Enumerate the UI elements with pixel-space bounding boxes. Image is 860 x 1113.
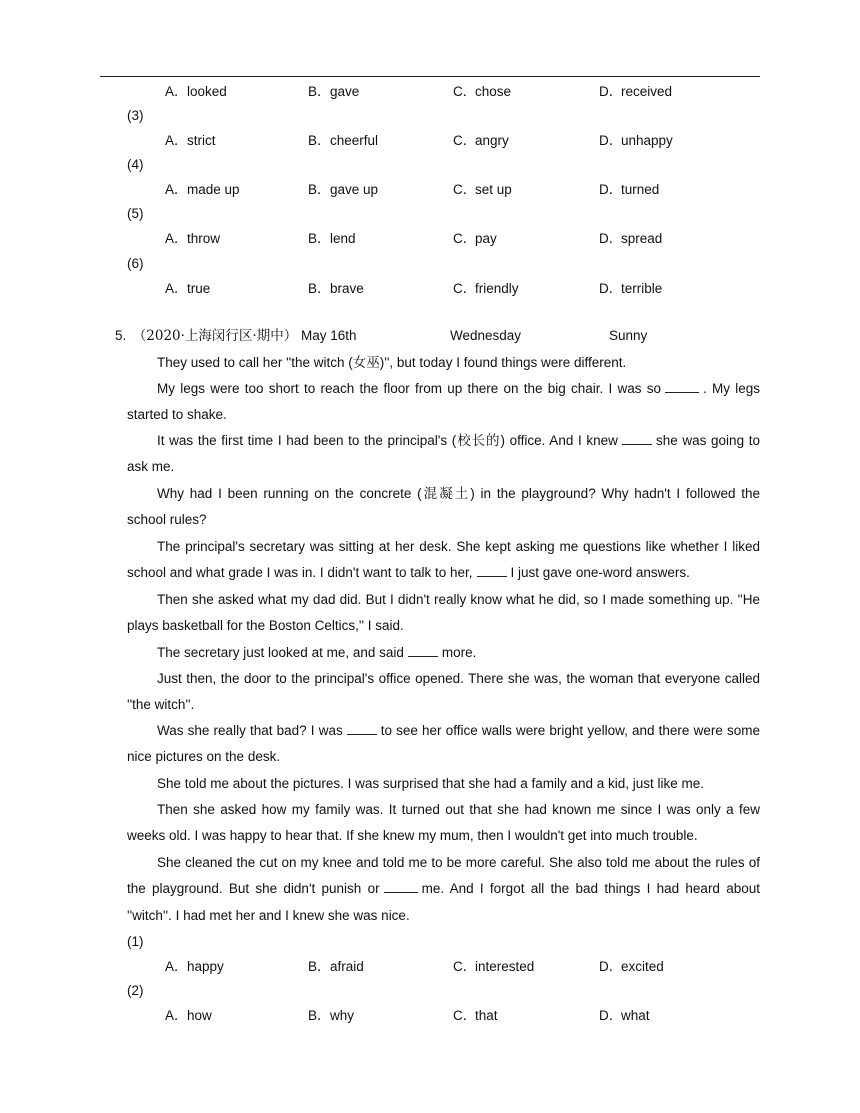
answer-blank-6[interactable] bbox=[384, 879, 418, 893]
passage-paragraph-9: Was she really that bad? I was to see her office walls were bright yellow, and there were some nice pictures on the desk. bbox=[127, 723, 760, 765]
option-a[interactable]: A．throw bbox=[165, 231, 221, 246]
answer-blank-1[interactable] bbox=[665, 379, 699, 393]
option-c[interactable]: C．chose bbox=[453, 84, 512, 99]
option-c[interactable]: C．angry bbox=[453, 133, 509, 148]
option-a[interactable]: A．looked bbox=[165, 84, 227, 99]
answer-blank-3[interactable] bbox=[477, 563, 507, 577]
option-row-q2b bbox=[0, 1006, 860, 1026]
passage-paragraph-5: The principal's secretary was sitting at her desk. She kept asking me questions like whether I liked school and what grade I was in. I didn't want to talk to her, I just gave one-word answers. bbox=[127, 539, 760, 581]
passage-paragraph-2: My legs were too short to reach the floor from up there on the big chair. I was so . My legs started to shake. bbox=[127, 381, 761, 423]
option-a[interactable]: A．made up bbox=[165, 182, 240, 197]
option-a[interactable]: A．happy bbox=[165, 959, 224, 974]
question-label-3: (3) bbox=[127, 108, 144, 123]
option-c[interactable]: C．friendly bbox=[453, 281, 519, 296]
option-c[interactable]: C．set up bbox=[453, 182, 512, 197]
option-c[interactable]: C．pay bbox=[453, 231, 497, 246]
passage-paragraph-4: Why had I been running on the concrete (混凝土) in the playground? Why hadn't I followed the school rules? bbox=[127, 486, 761, 528]
passage-paragraph-1: They used to call her ''the witch (女巫)'', but today I found things were different. bbox=[157, 355, 627, 371]
option-d[interactable]: D．excited bbox=[599, 959, 664, 974]
option-row-q4 bbox=[0, 180, 860, 200]
option-row-q2 bbox=[0, 82, 860, 102]
question-number: 5. bbox=[115, 328, 127, 343]
passage-paragraph-3: It was the first time I had been to the principal's (校长的) office. And I knew she was going to ask me. bbox=[127, 433, 760, 475]
option-row-q5 bbox=[0, 229, 860, 249]
option-d[interactable]: D．terrible bbox=[599, 281, 663, 296]
question-label-6: (6) bbox=[127, 256, 144, 271]
option-b[interactable]: B．gave up bbox=[308, 182, 379, 197]
question-label-5: (5) bbox=[127, 206, 144, 221]
passage-paragraph-6: Then she asked what my dad did. But I didn't really know what he did, so I made something up. ''He plays basketball for the Boston Celtics,'' I said. bbox=[127, 592, 760, 634]
option-d[interactable]: D．received bbox=[599, 84, 673, 99]
option-a[interactable]: A．true bbox=[165, 281, 211, 296]
option-b[interactable]: B．gave bbox=[308, 84, 360, 99]
answer-blank-5[interactable] bbox=[347, 721, 377, 735]
passage-paragraph-8: Just then, the door to the principal's office opened. There she was, the woman that everyone called ''the witch''. bbox=[127, 671, 760, 713]
answer-blank-2[interactable] bbox=[622, 431, 652, 445]
question-source: （2020·上海闵行区·期中） bbox=[132, 328, 298, 344]
option-a[interactable]: A．strict bbox=[165, 133, 216, 148]
option-b[interactable]: B．lend bbox=[308, 231, 356, 246]
option-d[interactable]: D．turned bbox=[599, 182, 660, 197]
diary-day: Wednesday bbox=[450, 328, 522, 343]
passage-paragraph-12: She cleaned the cut on my knee and told me to be more careful. She also told me about the rules of the playground. But she didn't punish or me. And I forgot all the bad things I had heard about ''witch''. I had met her and I knew she was nice. bbox=[127, 855, 760, 923]
diary-date: May 16th bbox=[300, 328, 357, 343]
answer-blank-4[interactable] bbox=[408, 643, 438, 657]
option-a[interactable]: A．how bbox=[165, 1008, 212, 1023]
option-b[interactable]: B．cheerful bbox=[308, 133, 379, 148]
passage-paragraph-10: She told me about the pictures. I was surprised that she had a family and a kid, just like me. bbox=[157, 776, 705, 791]
option-b[interactable]: B．brave bbox=[308, 281, 364, 296]
option-row-q1 bbox=[0, 957, 860, 977]
option-c[interactable]: C．interested bbox=[453, 959, 535, 974]
option-row-q6 bbox=[0, 279, 860, 299]
question-5-header bbox=[0, 326, 860, 346]
question-label-4: (4) bbox=[127, 157, 144, 172]
diary-weather: Sunny bbox=[609, 328, 648, 343]
option-row-q3 bbox=[0, 131, 860, 151]
question-label-1: (1) bbox=[127, 934, 144, 949]
header-rule bbox=[100, 76, 760, 77]
option-d[interactable]: D．unhappy bbox=[599, 133, 673, 148]
option-b[interactable]: B．why bbox=[308, 1008, 355, 1023]
option-c[interactable]: C．that bbox=[453, 1008, 498, 1023]
option-b[interactable]: B．afraid bbox=[308, 959, 364, 974]
option-d[interactable]: D．what bbox=[599, 1008, 650, 1023]
passage-paragraph-11: Then she asked how my family was. It turned out that she had known me since I was only a few weeks old. I was happy to hear that. If she knew my mum, then I wouldn't get into much trouble. bbox=[127, 802, 760, 844]
option-d[interactable]: D．spread bbox=[599, 231, 663, 246]
passage-paragraph-7: The secretary just looked at me, and said more. bbox=[157, 645, 477, 660]
question-label-2: (2) bbox=[127, 983, 144, 998]
